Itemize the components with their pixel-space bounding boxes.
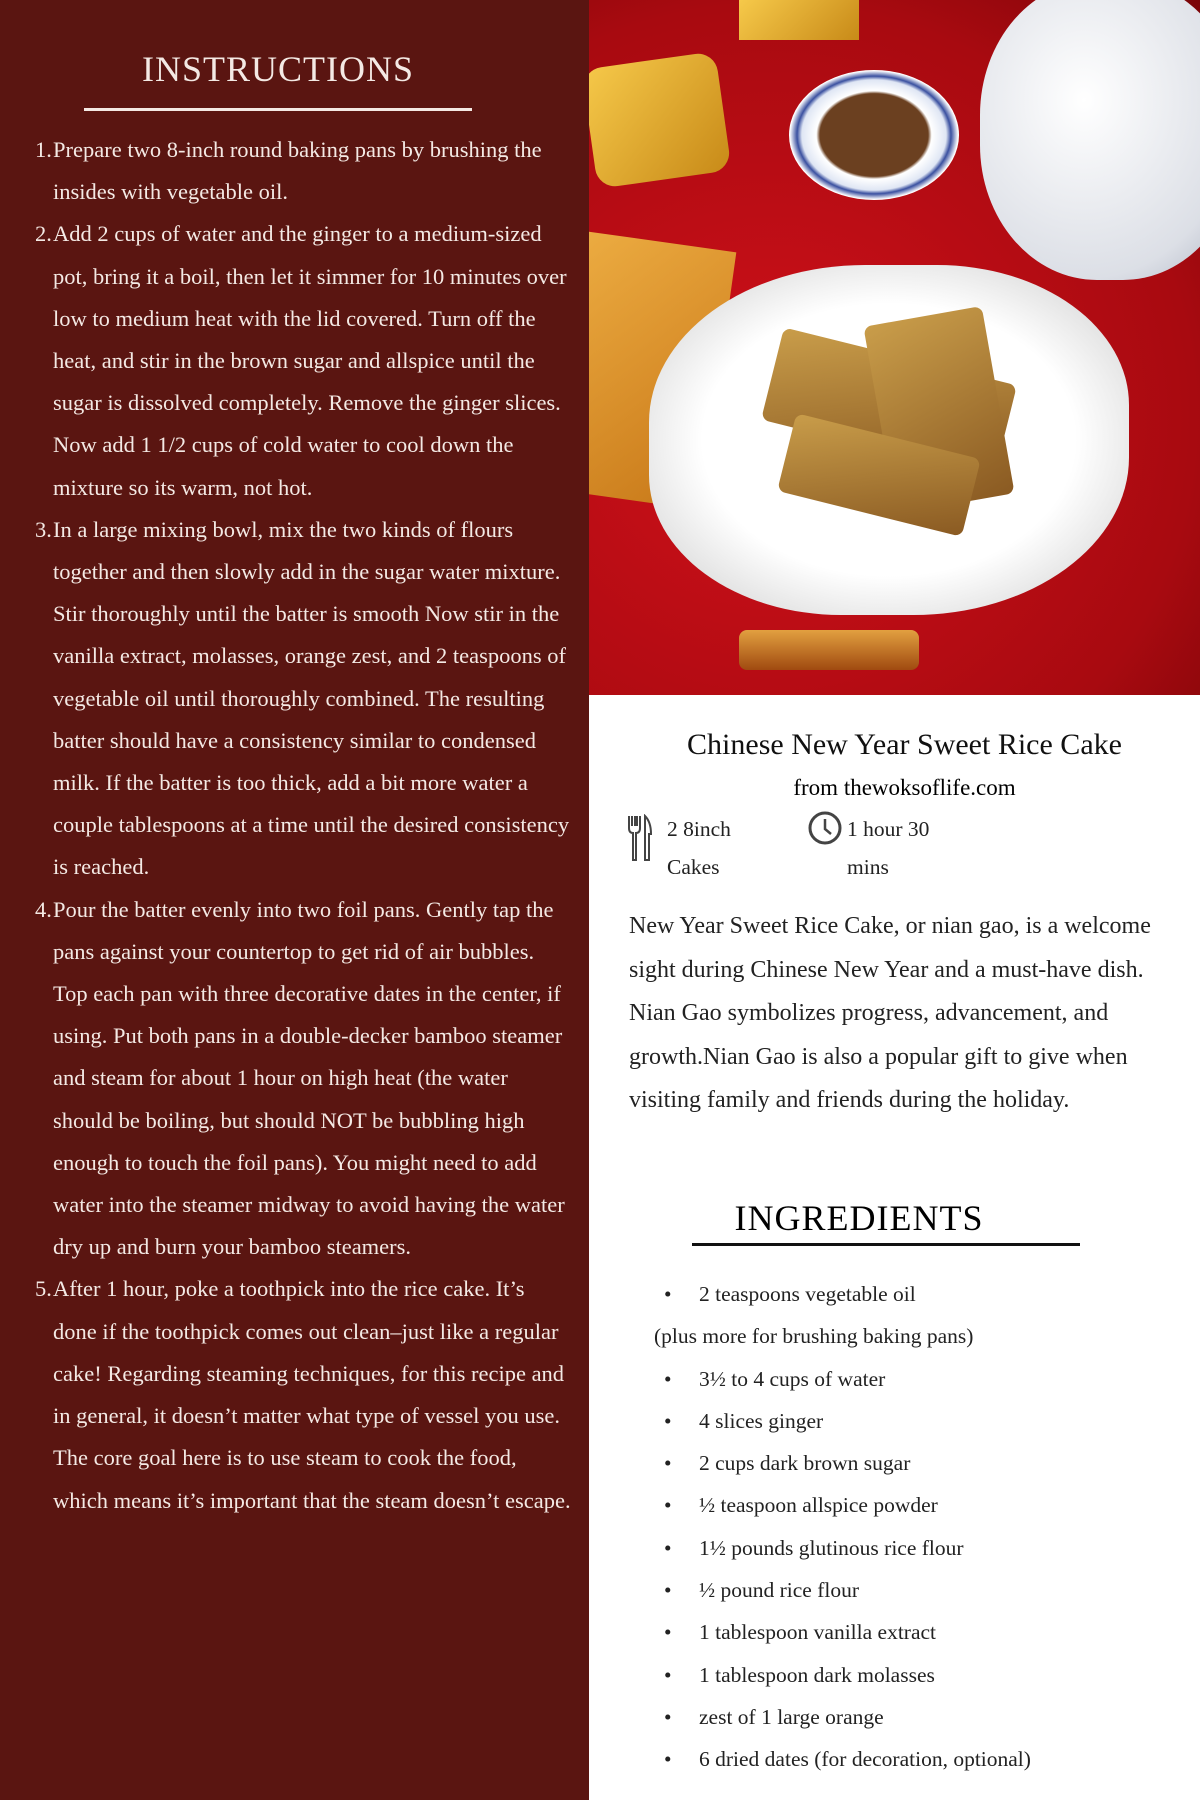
instruction-step: Add 2 cups of water and the ginger to a medium-sized pot, bring it a boil, then let it simmer for 10 minutes over low to medium heat with the lid covered. Turn off the heat, and stir in the brown sugar and allspice until the sugar is dissolved completely. Remove the ginger slices. Now add 1 1/2 cups of cold water to cool down the mixture so its warm, not hot. bbox=[53, 221, 567, 500]
ingredient-item: • 6 dried dates (for decoration, optional) bbox=[664, 1738, 1031, 1780]
gold-envelope-decoration bbox=[739, 0, 859, 40]
instructions-heading: INSTRUCTIONS bbox=[141, 49, 414, 89]
gold-box-decoration bbox=[589, 51, 732, 189]
ingredient-item: • 1 tablespoon dark molasses bbox=[664, 1654, 1031, 1696]
ingredient-item: • 1 tablespoon vanilla extract bbox=[664, 1611, 1031, 1653]
firecracker-decoration bbox=[739, 630, 919, 670]
ingredients-divider bbox=[692, 1243, 1080, 1246]
clock-icon bbox=[807, 810, 843, 846]
ingredient-item: • 3½ to 4 cups of water bbox=[664, 1358, 1031, 1400]
ingredients-heading: INGREDIENTS bbox=[734, 1198, 984, 1238]
ingredient-item: • ½ teaspoon allspice powder bbox=[664, 1484, 1031, 1526]
heading-divider bbox=[84, 108, 472, 111]
ingredient-item: • ½ pound rice flour bbox=[664, 1569, 1031, 1611]
yield-info bbox=[627, 810, 731, 886]
recipe-title: Chinese New Year Sweet Rice Cake bbox=[687, 728, 1122, 761]
ingredients-list bbox=[654, 1273, 1031, 1781]
fork-knife-icon bbox=[627, 814, 653, 862]
yield-line-1: 2 8inch bbox=[667, 817, 731, 841]
instructions-list bbox=[53, 129, 573, 1522]
time-line-2: mins bbox=[847, 855, 889, 879]
recipe-description: New Year Sweet Rice Cake, or nian gao, is a welcome sight during Chinese New Year and a must-have dish. Nian Gao symbolizes progress, advancement, and growth.Nian Gao is also a popular gift to give when visiting family and friends during the holiday. bbox=[629, 913, 1151, 1113]
recipe-source: from thewoksoflife.com bbox=[793, 775, 1016, 800]
plate bbox=[649, 265, 1129, 615]
teapot bbox=[980, 0, 1200, 280]
instruction-step: After 1 hour, poke a toothpick into the rice cake. It’s done if the toothpick comes out clean–just like a regular cake! Regarding steaming techniques, for this recipe and in general, it doesn’t matter what type of vessel you use. The core goal here is to use steam to cook the food, which means it’s important that the steam doesn’t escape. bbox=[53, 1276, 571, 1513]
time-line-1: 1 hour 30 bbox=[847, 817, 930, 841]
ingredient-item: • zest of 1 large orange bbox=[664, 1696, 1031, 1738]
instruction-step: Pour the batter evenly into two foil pans. Gently tap the pans against your countertop to get rid of air bubbles. Top each pan with three decorative dates in the center, if using. Put both pans in a double-decker bamboo steamer and steam for about 1 hour on high heat (the water should be boiling, but should NOT be bubbling high enough to touch the foil pans). You might need to add water into the steamer midway to avoid having the water dry up and burn your bamboo steamers. bbox=[53, 896, 565, 1260]
rice-cake-photo bbox=[589, 0, 1200, 695]
ingredient-item: • 4 slices ginger bbox=[664, 1400, 1031, 1442]
ingredient-item: • 2 teaspoons vegetable oil bbox=[664, 1273, 1031, 1315]
tea-cup bbox=[789, 70, 959, 200]
ingredient-item: • 1½ pounds glutinous rice flour bbox=[664, 1527, 1031, 1569]
instruction-step: In a large mixing bowl, mix the two kinds of flours together and then slowly add in the sugar water mixture. Stir thoroughly until the batter is smooth Now stir in the vanilla extract, molasses, orange zest, and 2 teaspoons of vegetable oil until thoroughly combined. The resulting batter should have a consistency similar to condensed milk. If the batter is too thick, add a bit more water a couple tablespoons at a time until the desired consistency is reached. bbox=[53, 516, 570, 880]
recipe-summary bbox=[589, 695, 1200, 1800]
yield-line-2: Cakes bbox=[667, 855, 720, 879]
time-info bbox=[807, 810, 929, 886]
ingredient-item: • 2 cups dark brown sugar bbox=[664, 1442, 1031, 1484]
instruction-step: Prepare two 8-inch round baking pans by brushing the insides with vegetable oil. bbox=[53, 137, 542, 205]
ingredient-note: (plus more for brushing baking pans) bbox=[654, 1324, 974, 1349]
instructions-panel bbox=[0, 0, 589, 1800]
